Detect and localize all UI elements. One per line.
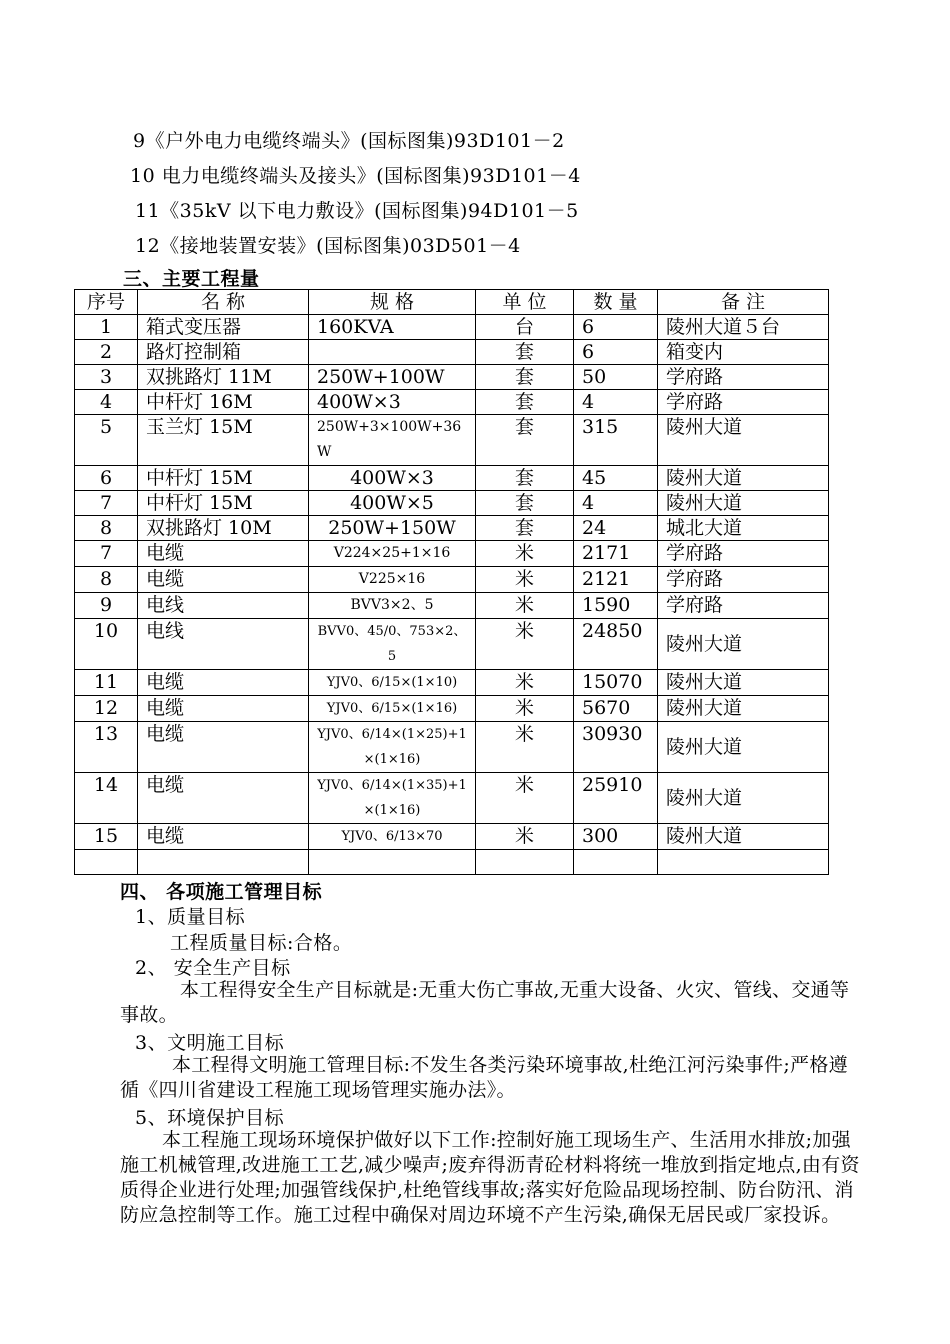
row-quantity: 50 [574, 365, 658, 390]
row-name: 电缆 [138, 567, 309, 593]
row-quantity: 6 [574, 340, 658, 365]
header-cell-name: 名 称 [138, 290, 309, 315]
row-spec: 250W+150W [309, 516, 476, 541]
row-spec: BVV0、45/0、753×2、5 [309, 619, 476, 670]
row-spec: YJV0、6/15×(1×10) [309, 670, 476, 696]
table-row [75, 722, 829, 773]
row-remark: 陵州大道 [658, 619, 829, 670]
row-remark: 学府路 [658, 541, 829, 567]
row-name: 电缆 [138, 722, 309, 773]
goal-body-civilized: 本工程得文明施工管理目标:不发生各类污染环境事故,杜绝江河污染事件;严格遵循《四川省建设工程施工现场管理实施办法》。 [120, 1054, 848, 1101]
row-unit: 米 [476, 773, 574, 824]
table-row [75, 670, 829, 696]
row-unit: 米 [476, 567, 574, 593]
row-name: 电缆 [138, 824, 309, 850]
header-cell-unit: 单 位 [476, 290, 574, 315]
table-empty-row [75, 850, 829, 875]
row-remark: 陵州大道５台 [658, 315, 829, 340]
table-row [75, 516, 829, 541]
row-index: 9 [75, 593, 138, 619]
ref-item-9: 9《户外电力电缆终端头》(国标图集)93D101－2 [133, 130, 565, 152]
row-unit: 米 [476, 696, 574, 722]
section-4-title: 四、 各项施工管理目标 [120, 881, 323, 903]
row-index: 4 [75, 390, 138, 415]
table-row [75, 340, 829, 365]
row-quantity: 315 [574, 415, 658, 466]
row-unit: 套 [476, 390, 574, 415]
goal-body-quality: 工程质量目标:合格。 [170, 932, 353, 954]
row-remark: 陵州大道 [658, 415, 829, 466]
goal-title-civilized: 3、文明施工目标 [135, 1032, 285, 1054]
row-quantity: 5670 [574, 696, 658, 722]
row-remark: 学府路 [658, 365, 829, 390]
row-index: 2 [75, 340, 138, 365]
row-spec: 400W×3 [309, 390, 476, 415]
row-remark: 陵州大道 [658, 696, 829, 722]
goal-body-safety: 本工程得安全生产目标就是:无重大伤亡事故,无重大设备、火灾、管线、交通等事故。 [120, 979, 850, 1026]
row-spec: YJV0、6/14×(1×25)+1×(1×16) [309, 722, 476, 773]
row-index: 14 [75, 773, 138, 824]
row-name: 电缆 [138, 696, 309, 722]
ref-item-10: 10 电力电缆终端头及接头》(国标图集)93D101－4 [130, 165, 581, 187]
row-index: 12 [75, 696, 138, 722]
table-row [75, 466, 829, 491]
row-remark: 城北大道 [658, 516, 829, 541]
table-row [75, 390, 829, 415]
row-remark: 陵州大道 [658, 670, 829, 696]
row-quantity: 30930 [574, 722, 658, 773]
table-row [75, 365, 829, 390]
table-row [75, 415, 829, 466]
row-unit: 米 [476, 824, 574, 850]
row-unit: 套 [476, 491, 574, 516]
quantity-table [74, 289, 829, 875]
ref-item-12: 12《接地装置安装》(国标图集)03D501－4 [135, 235, 521, 257]
row-remark: 学府路 [658, 567, 829, 593]
row-remark: 陵州大道 [658, 722, 829, 773]
row-name: 中杆灯 15M [138, 466, 309, 491]
row-index: 7 [75, 541, 138, 567]
row-index: 1 [75, 315, 138, 340]
header-cell-index: 序号 [75, 290, 138, 315]
row-spec: YJV0、6/14×(1×35)+1×(1×16) [309, 773, 476, 824]
row-quantity: 24850 [574, 619, 658, 670]
row-spec: 250W+3×100W+36W [309, 415, 476, 466]
row-index: 13 [75, 722, 138, 773]
table-row [75, 773, 829, 824]
row-spec: YJV0、6/15×(1×16) [309, 696, 476, 722]
row-unit: 米 [476, 670, 574, 696]
goal-title-safety: 2、 安全生产目标 [135, 957, 291, 979]
row-index: 5 [75, 415, 138, 466]
row-remark: 陵州大道 [658, 491, 829, 516]
row-unit: 套 [476, 340, 574, 365]
row-unit: 米 [476, 619, 574, 670]
goal-title-environment: 5、环境保护目标 [135, 1107, 285, 1129]
row-index: 15 [75, 824, 138, 850]
section-3-title: 三、主要工程量 [123, 268, 260, 290]
row-quantity: 25910 [574, 773, 658, 824]
row-index: 10 [75, 619, 138, 670]
row-remark: 学府路 [658, 593, 829, 619]
row-name: 电缆 [138, 773, 309, 824]
row-unit: 套 [476, 365, 574, 390]
row-spec: V225×16 [309, 567, 476, 593]
row-name: 中杆灯 15M [138, 491, 309, 516]
row-spec: BVV3×2、5 [309, 593, 476, 619]
row-name: 路灯控制箱 [138, 340, 309, 365]
ref-item-11: 11《35kV 以下电力敷设》(国标图集)94D101－5 [135, 200, 579, 222]
row-unit: 台 [476, 315, 574, 340]
row-quantity: 15070 [574, 670, 658, 696]
row-quantity: 4 [574, 491, 658, 516]
table-row [75, 541, 829, 567]
row-unit: 套 [476, 466, 574, 491]
row-quantity: 4 [574, 390, 658, 415]
row-quantity: 45 [574, 466, 658, 491]
row-spec: 400W×5 [309, 491, 476, 516]
row-unit: 套 [476, 415, 574, 466]
row-quantity: 1590 [574, 593, 658, 619]
table-row [75, 824, 829, 850]
table-row [75, 491, 829, 516]
row-spec: V224×25+1×16 [309, 541, 476, 567]
row-index: 8 [75, 516, 138, 541]
row-quantity: 2121 [574, 567, 658, 593]
row-spec: YJV0、6/13×70 [309, 824, 476, 850]
row-quantity: 2171 [574, 541, 658, 567]
row-name: 中杆灯 16M [138, 390, 309, 415]
row-index: 6 [75, 466, 138, 491]
table-row [75, 696, 829, 722]
row-quantity: 24 [574, 516, 658, 541]
row-name: 电缆 [138, 541, 309, 567]
row-spec: 400W×3 [309, 466, 476, 491]
goal-body-environment: 本工程施工现场环境保护做好以下工作:控制好施工现场生产、生活用水排放;加强施工机械管理,改进施工工艺,减少噪声;废弃得沥青砼材料将统一堆放到指定地点,由有资质得企业进行处理;加强管线保护,杜绝管线事故;落实好危险品现场控制、防台防汛、消防应急控制等工作。施工过程中确保对周边环境不产生污染,确保无居民或厂家投诉。 [120, 1129, 860, 1226]
row-spec: 250W+100W [309, 365, 476, 390]
row-spec: 160KVA [309, 315, 476, 340]
row-spec [309, 340, 476, 365]
row-name: 箱式变压器 [138, 315, 309, 340]
row-name: 双挑路灯 10M [138, 516, 309, 541]
table-row [75, 619, 829, 670]
row-unit: 米 [476, 722, 574, 773]
row-quantity: 6 [574, 315, 658, 340]
row-index: 11 [75, 670, 138, 696]
row-unit: 米 [476, 593, 574, 619]
row-unit: 套 [476, 516, 574, 541]
row-index: 7 [75, 491, 138, 516]
row-unit: 米 [476, 541, 574, 567]
table-row [75, 315, 829, 340]
row-name: 电缆 [138, 670, 309, 696]
row-remark: 箱变内 [658, 340, 829, 365]
table-row [75, 567, 829, 593]
header-cell-remark: 备 注 [658, 290, 829, 315]
header-cell-spec: 规 格 [309, 290, 476, 315]
table-header-row [75, 290, 829, 315]
row-quantity: 300 [574, 824, 658, 850]
row-name: 电线 [138, 619, 309, 670]
goal-title-quality: 1、质量目标 [135, 906, 246, 928]
row-remark: 陵州大道 [658, 773, 829, 824]
row-index: 3 [75, 365, 138, 390]
row-name: 电线 [138, 593, 309, 619]
row-remark: 陵州大道 [658, 824, 829, 850]
row-name: 玉兰灯 15M [138, 415, 309, 466]
row-remark: 学府路 [658, 390, 829, 415]
header-cell-quantity: 数 量 [574, 290, 658, 315]
table-row [75, 593, 829, 619]
row-index: 8 [75, 567, 138, 593]
row-name: 双挑路灯 11M [138, 365, 309, 390]
row-remark: 陵州大道 [658, 466, 829, 491]
